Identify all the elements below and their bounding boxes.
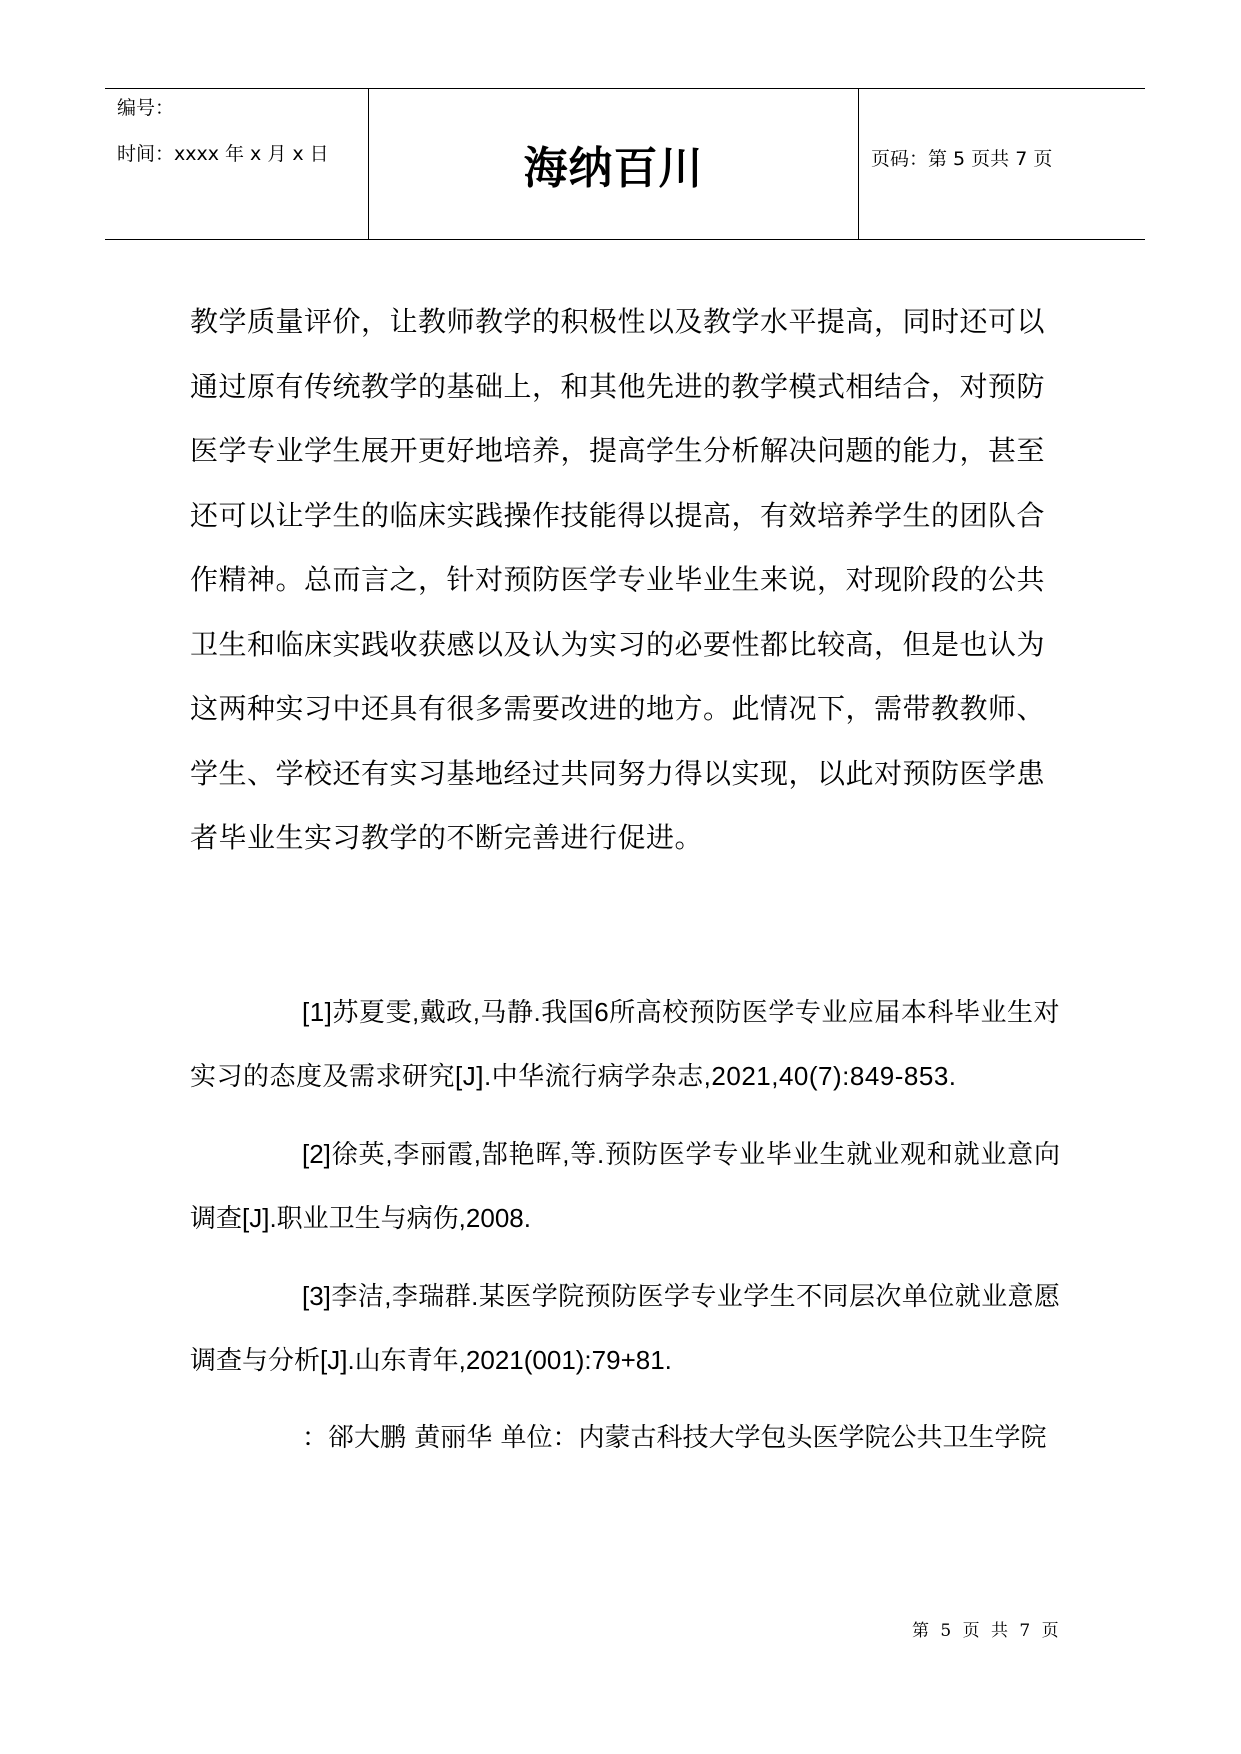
page-footer: 第 5 页 共 7 页: [912, 1621, 1062, 1641]
references-section: [190, 980, 1060, 1470]
header-page-number: 页码：第 5 页共 7 页: [871, 148, 1053, 170]
header-right-cell: [859, 89, 1145, 239]
header-title-cell: [369, 89, 859, 239]
serial-number-label: 编号：: [117, 97, 175, 119]
author-affiliation: ：郤大鹏 黄丽华 单位：内蒙古科技大学包头医学院公共卫生学院: [302, 1423, 1047, 1453]
body-paragraph: 教学质量评价，让教师教学的积极性以及教学水平提高，同时还可以通过原有传统教学的基础上，和其他先进的教学模式相结合，对预防医学专业学生展开更好地培养，提高学生分析解决问题的能力，甚至还可以让学生的临床实践操作技能得以提高，有效培养学生的团队合作精神。总而言之，针对预防医学专业毕业生来说，对现阶段的公共卫生和临床实践收获感以及认为实习的必要性都比较高，但是也认为这两种实习中还具有很多需要改进的地方。此情况下，需带教教师、学生、学校还有实习基地经过共同努力得以实现，以此对预防医学患者毕业生实习教学的不断完善进行促进。: [190, 305, 1046, 854]
time-label: 时间：xxxx 年 x 月 x 日: [117, 143, 329, 165]
document-title: 海纳百川: [523, 143, 704, 194]
reference-item: [3]李洁,李瑞群.某医学院预防医学专业学生不同层次单位就业意愿调查与分析[J].山东青年,2021(001):79+81.: [190, 1281, 1060, 1375]
document-header: [105, 88, 1145, 240]
reference-item: [1]苏夏雯,戴政,马静.我国6所高校预防医学专业应届本科毕业生对实习的态度及需求研究[J].中华流行病学杂志,2021,40(7):849-853.: [190, 997, 1060, 1091]
reference-item: [2]徐英,李丽霞,郜艳晖,等.预防医学专业毕业生就业观和就业意向调查[J].职业卫生与病伤,2008.: [190, 1139, 1060, 1233]
header-left-cell: [105, 89, 369, 239]
